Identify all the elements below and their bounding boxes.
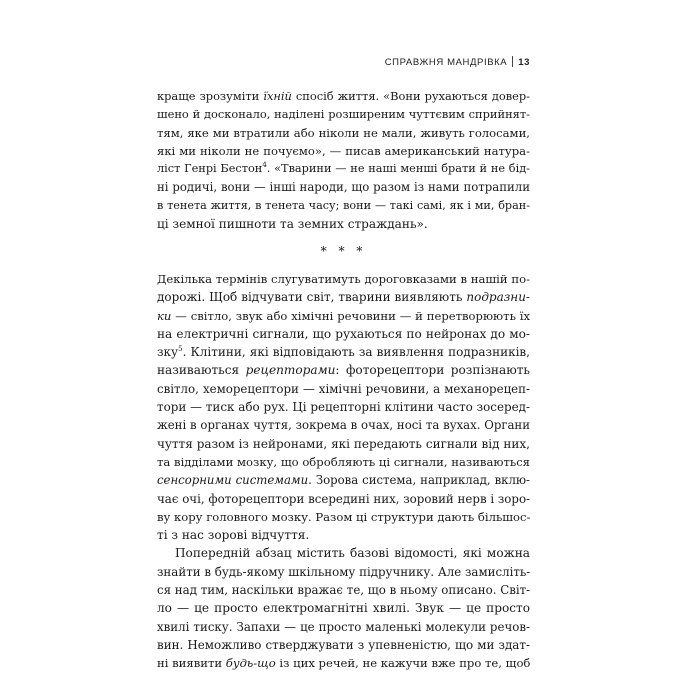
text-line: зку$^5$. Клітини, які відповідають за виявлення подразників, — [157, 345, 530, 360]
text-line: та відділами мозку, що обробляють ці сигнали, називаються — [157, 454, 530, 469]
text-line: Попередній абзац містить базові відомості, які можна — [175, 546, 530, 561]
running-header — [385, 56, 530, 68]
body-text — [157, 87, 530, 673]
text-line: чуття разом із нейронами, які передають сигнали від них, — [157, 436, 530, 451]
text-line: тори — тиск або рух. Ці рецепторні клітини часто зосеред- — [157, 400, 530, 415]
text-line: ні виявити будь-що із цих речей, не кажучи вже про те, щоб — [157, 656, 530, 671]
text-line: краще зрозуміти їхній спосіб життя. «Вони рухаються довер- — [157, 89, 530, 103]
text-line: жені в органах чуття, зокрема в очах, носі та вухах. Органи — [157, 418, 530, 433]
text-line: світло, хеморецептори — хімічні речовини, а механорецеп- — [157, 381, 530, 396]
text-line: ки — світло, звук або хімічні речовини — й перетворюють їх — [157, 308, 530, 323]
text-line: ву кору головного мозку. Разом ці структури дають більшос- — [157, 509, 530, 524]
text-line: на електричні сигнали, що рухаються по нейронах до мо- — [157, 326, 530, 341]
text-line: шено й досконало, наділені розширеним чуттєвим сприйнят- — [157, 107, 530, 122]
text-line: ся над тим, наскільки вражає те, що в ньому описано. Світ- — [157, 583, 530, 598]
text-line: дорожі. Щоб відчувати світ, тварини виявляють подразни- — [157, 290, 530, 305]
text-line: тям, яке ми втратили або ніколи не мали, живуть голосами, — [157, 125, 530, 140]
text-line: ті з нас зорові відчуття. — [157, 528, 310, 543]
text-line: ці земної пишноти та земних страждань». — [157, 217, 428, 232]
text-line: називаються рецепторами: фоторецептори розпізнають — [157, 363, 530, 378]
text-line: вин. Неможливо стверджувати з упевненістю, що ми здат- — [157, 637, 530, 652]
text-line: в тенета життя, в тенета часу; вони — такі самі, як і ми, бран- — [157, 198, 530, 212]
page-number: 13 — [518, 57, 530, 68]
header-divider — [512, 56, 513, 67]
footnote-ref-5: 5 — [178, 345, 183, 354]
text-line: ло — це просто електромагнітні хвилі. Звук — це просто — [157, 601, 530, 616]
text-line: ні родичі, вони — інші народи, що разом із нами потрапили — [157, 180, 530, 195]
text-line: Декілька термінів слугуватимуть дороговказами в нашій по- — [157, 271, 530, 286]
text-line: ліст Генрі Бестон$^4$. «Тварини — не наші менші брати й не бід- — [157, 161, 530, 176]
footnote-ref-4: 4 — [262, 161, 267, 170]
text-line: знайти в будь-якому шкільному підручнику. Але замисліть- — [157, 564, 530, 579]
text-line: які ми ніколи не почуємо», — писав американський натура- — [157, 143, 530, 158]
section-title: СПРАВЖНЯ МАНДРІВКА — [384, 57, 508, 68]
section-separator: * * * — [320, 244, 367, 259]
text-line: хвилі тиску. Запахи — це просто маленькі молекули речов- — [157, 619, 530, 634]
text-line: чає очі, фоторецептори всередині них, зоровий нерв і зоро- — [157, 491, 530, 506]
text-line: сенсорними системами. Зорова система, наприклад, вклю- — [157, 473, 530, 488]
